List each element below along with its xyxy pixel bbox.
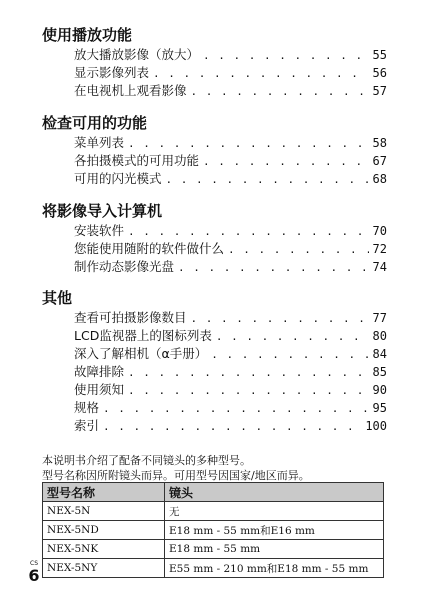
toc-entry[interactable] — [74, 134, 387, 152]
cell-lens: E18 mm - 55 mm和E16 mm — [165, 521, 384, 540]
note-line: 型号名称因所附镜头而异。可用型号因国家/地区而异。 — [42, 469, 310, 482]
toc-entry[interactable] — [74, 399, 387, 417]
toc-entry[interactable] — [74, 152, 387, 170]
entry-label: 您能使用随附的软件做什么 — [74, 241, 225, 256]
header-model: 型号名称 — [43, 483, 165, 502]
leader-dots — [166, 171, 369, 189]
entry-page: 70 — [372, 224, 387, 238]
page-number — [27, 560, 41, 585]
cell-model: NEX-5NK — [43, 540, 165, 559]
cell-lens: 无 — [165, 502, 384, 521]
toc-entry[interactable] — [74, 240, 387, 258]
entry-page: 85 — [372, 365, 387, 379]
entry-label: 查看可拍摄影像数目 — [74, 310, 187, 325]
entry-label: 制作动态影像光盘 — [74, 259, 175, 274]
section-title: 其他 — [42, 289, 73, 307]
entry-label: 故障排除 — [74, 364, 125, 379]
leader-dots — [128, 223, 369, 241]
entry-page: 84 — [372, 347, 387, 361]
toc-entry[interactable] — [74, 327, 387, 345]
leader-dots — [203, 153, 369, 171]
toc-entry[interactable] — [74, 46, 387, 64]
entry-page: 58 — [372, 136, 387, 150]
page-number-value: 6 — [28, 566, 40, 585]
toc-entry[interactable] — [74, 417, 387, 435]
entry-label: LCD监视器上的图标列表 — [74, 328, 212, 343]
toc-section-other — [42, 287, 387, 435]
toc-entry[interactable] — [74, 345, 387, 363]
toc-entry[interactable] — [74, 309, 387, 327]
note-line: 本说明书介绍了配备不同镜头的多种型号。 — [42, 454, 251, 467]
toc-entry[interactable] — [74, 363, 387, 381]
section-title: 使用播放功能 — [42, 26, 133, 44]
cell-lens: E55 mm - 210 mm和E18 mm - 55 mm — [165, 559, 384, 578]
section-title: 将影像导入计算机 — [42, 202, 163, 220]
leader-dots — [103, 418, 361, 436]
leader-dots — [103, 400, 369, 418]
model-table — [42, 482, 384, 578]
entry-page: 68 — [372, 172, 387, 186]
entry-label: 菜单列表 — [74, 135, 125, 150]
entry-page: 67 — [372, 154, 387, 168]
entry-page: 80 — [372, 329, 387, 343]
section-title: 检查可用的功能 — [42, 114, 148, 132]
entry-label: 深入了解相机（α手册） — [74, 346, 208, 361]
table-header-row — [43, 483, 384, 502]
entry-page: 56 — [372, 66, 387, 80]
header-lens: 镜头 — [165, 483, 384, 502]
cell-lens: E18 mm - 55 mm — [165, 540, 384, 559]
cell-model: NEX-5ND — [43, 521, 165, 540]
entry-page: 90 — [372, 383, 387, 397]
toc-section-playback — [42, 24, 387, 100]
entry-page: 74 — [372, 260, 387, 274]
entry-label: 显示影像列表 — [74, 65, 150, 80]
entry-label: 在电视机上观看影像 — [74, 83, 187, 98]
table-row — [43, 540, 384, 559]
toc-entry[interactable] — [74, 381, 387, 399]
table-row — [43, 502, 384, 521]
toc-entry[interactable] — [74, 258, 387, 276]
entry-page: 95 — [372, 401, 387, 415]
leader-dots — [191, 310, 369, 328]
entry-label: 规格 — [74, 400, 100, 415]
leader-dots — [203, 47, 369, 65]
entry-label: 安装软件 — [74, 223, 125, 238]
table-row — [43, 521, 384, 540]
toc-section-import — [42, 200, 387, 276]
toc-entry[interactable] — [74, 222, 387, 240]
entry-page: 55 — [372, 48, 387, 62]
entry-page: 77 — [372, 311, 387, 325]
toc-entry[interactable] — [74, 170, 387, 188]
leader-dots — [153, 65, 369, 83]
table-row — [43, 559, 384, 578]
entry-page: 100 — [365, 419, 387, 433]
language-code: CS — [30, 560, 38, 567]
toc-entry[interactable] — [74, 64, 387, 82]
entry-label: 放大播放影像（放大） — [74, 47, 200, 62]
entry-page: 72 — [372, 242, 387, 256]
entry-label: 使用须知 — [74, 382, 125, 397]
cell-model: NEX-5N — [43, 502, 165, 521]
entry-label: 索引 — [74, 418, 100, 433]
entry-label: 可用的闪光模式 — [74, 171, 162, 186]
toc-section-functions — [42, 112, 387, 188]
leader-dots — [228, 241, 369, 259]
model-note — [42, 453, 392, 483]
leader-dots — [191, 83, 369, 101]
leader-dots — [178, 259, 369, 277]
leader-dots — [128, 382, 369, 400]
leader-dots — [211, 346, 368, 364]
toc-entry[interactable] — [74, 82, 387, 100]
leader-dots — [128, 364, 369, 382]
leader-dots — [216, 328, 369, 346]
cell-model: NEX-5NY — [43, 559, 165, 578]
entry-page: 57 — [372, 84, 387, 98]
leader-dots — [128, 135, 369, 153]
entry-label: 各拍摄模式的可用功能 — [74, 153, 200, 168]
